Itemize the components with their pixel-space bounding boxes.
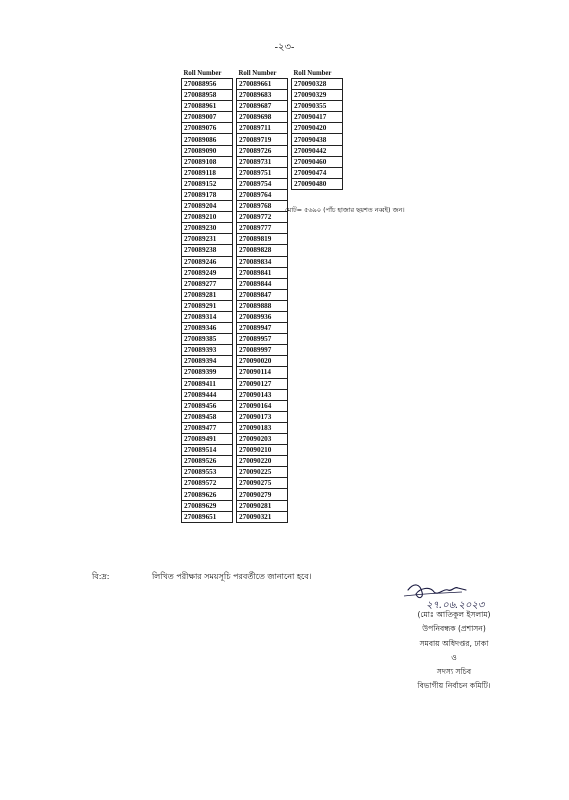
- roll-number-cell: 270089661: [237, 79, 288, 90]
- total-count-note: মোট= ৫৬৯০ (পাঁচ হাজার ছয়শত নব্বই) জন।: [285, 206, 405, 214]
- roll-column-3: [291, 70, 343, 190]
- roll-number-cell: 270090164: [237, 400, 288, 411]
- roll-number-cell: 270089090: [182, 145, 233, 156]
- note-text: লিখিত পরীক্ষার সময়সূচি পরবর্তীতে জানানো হবে।: [152, 572, 312, 581]
- table-row: [182, 145, 233, 156]
- roll-number-cell: 270089936: [237, 311, 288, 322]
- roll-number-cell: 270089411: [182, 378, 233, 389]
- table-row: [292, 101, 343, 112]
- roll-number-cell: 270089819: [237, 234, 288, 245]
- roll-number-cell: 270089076: [182, 123, 233, 134]
- roll-number-cell: 270090328: [292, 79, 343, 90]
- table-row: [292, 178, 343, 189]
- roll-number-cell: 270089834: [237, 256, 288, 267]
- table-row: [292, 123, 343, 134]
- roll-number-cell: 270089626: [182, 489, 233, 500]
- table-row: [237, 389, 288, 400]
- table-row: [182, 434, 233, 445]
- roll-number-cell: 270090480: [292, 178, 343, 189]
- table-row: [182, 489, 233, 500]
- table-row: [182, 112, 233, 123]
- table-row: [182, 134, 233, 145]
- signatory-name: (মোঃ আতিকুল ইসলাম): [417, 610, 491, 619]
- roll-number-cell: 270089768: [237, 201, 288, 212]
- table-row: [182, 79, 233, 90]
- table-row: [292, 156, 343, 167]
- roll-number-cell: 270089491: [182, 434, 233, 445]
- roll-number-cell: 270089754: [237, 178, 288, 189]
- roll-number-cell: 270089477: [182, 422, 233, 433]
- table-row: [182, 478, 233, 489]
- roll-number-cell: 270089764: [237, 189, 288, 200]
- roll-number-cell: 270089231: [182, 234, 233, 245]
- table-row: [237, 456, 288, 467]
- roll-number-cell: 270089711: [237, 123, 288, 134]
- roll-number-cell: 270090460: [292, 156, 343, 167]
- roll-number-cell: 270090203: [237, 434, 288, 445]
- signatory-role: সদস্য সচিব: [436, 667, 472, 677]
- roll-number-cell: 270088956: [182, 79, 233, 90]
- roll-column-2: [236, 70, 288, 523]
- table-row: [237, 323, 288, 334]
- table-row: [237, 189, 288, 200]
- table-row: [182, 511, 233, 522]
- table-row: [182, 389, 233, 400]
- table-row: [237, 79, 288, 90]
- table-row: [182, 422, 233, 433]
- roll-number-cell: 270089458: [182, 411, 233, 422]
- roll-number-cell: 270090417: [292, 112, 343, 123]
- table-row: [237, 378, 288, 389]
- roll-number-cell: 270090173: [237, 411, 288, 422]
- roll-number-cell: 270090329: [292, 90, 343, 101]
- table-row: [237, 212, 288, 223]
- table-row: [237, 245, 288, 256]
- table-row: [237, 178, 288, 189]
- roll-number-cell: 270089385: [182, 334, 233, 345]
- table-row: [237, 101, 288, 112]
- roll-number-cell: 270090321: [237, 511, 288, 522]
- table-row: [237, 145, 288, 156]
- table-row: [237, 334, 288, 345]
- roll-number-cell: 270089246: [182, 256, 233, 267]
- table-row: [292, 90, 343, 101]
- page-number: -২৩-: [274, 42, 295, 53]
- table-row: [237, 300, 288, 311]
- table-row: [237, 201, 288, 212]
- roll-number-cell: 270089947: [237, 323, 288, 334]
- roll-number-cell: 270089997: [237, 345, 288, 356]
- roll-number-cell: 270089629: [182, 500, 233, 511]
- table-row: [292, 112, 343, 123]
- roll-number-cell: 270089007: [182, 112, 233, 123]
- table-row: [237, 356, 288, 367]
- roll-number-cell: 270089841: [237, 267, 288, 278]
- table-row: [237, 112, 288, 123]
- roll-number-cell: 270090210: [237, 445, 288, 456]
- roll-number-cell: 270090442: [292, 145, 343, 156]
- roll-number-cell: 270089210: [182, 212, 233, 223]
- roll-number-cell: 270090143: [237, 389, 288, 400]
- roll-number-cell: 270089456: [182, 400, 233, 411]
- table-row: [182, 267, 233, 278]
- table-row: [237, 489, 288, 500]
- table-row: [237, 223, 288, 234]
- roll-number-cell: 270089777: [237, 223, 288, 234]
- roll-number-cell: 270090225: [237, 467, 288, 478]
- roll-number-cell: 270089108: [182, 156, 233, 167]
- roll-number-cell: 270089526: [182, 456, 233, 467]
- table-row: [182, 323, 233, 334]
- table-row: [237, 511, 288, 522]
- roll-number-cell: 270089651: [182, 511, 233, 522]
- table-row: [237, 478, 288, 489]
- roll-number-cell: 270090114: [237, 367, 288, 378]
- roll-number-cell: 270089249: [182, 267, 233, 278]
- table-row: [237, 156, 288, 167]
- roll-number-cell: 270089683: [237, 90, 288, 101]
- table-row: [292, 134, 343, 145]
- table-row: [182, 411, 233, 422]
- table-row: [237, 234, 288, 245]
- roll-number-cell: 270089957: [237, 334, 288, 345]
- table-row: [182, 500, 233, 511]
- table-row: [237, 311, 288, 322]
- table-row: [237, 434, 288, 445]
- roll-number-cell: 270090183: [237, 422, 288, 433]
- table-row: [237, 411, 288, 422]
- table-row: [182, 212, 233, 223]
- table-row: [182, 367, 233, 378]
- roll-number-cell: 270089844: [237, 278, 288, 289]
- roll-column-header: Roll Number: [238, 70, 277, 77]
- table-row: [237, 400, 288, 411]
- roll-number-cell: 270090220: [237, 456, 288, 467]
- table-row: [182, 278, 233, 289]
- roll-number-cell: 270089731: [237, 156, 288, 167]
- note-label: বি:দ্র:: [92, 572, 110, 581]
- table-row: [292, 145, 343, 156]
- roll-number-cell: 270089118: [182, 167, 233, 178]
- table-row: [182, 345, 233, 356]
- table-row: [182, 201, 233, 212]
- roll-number-cell: 270089847: [237, 289, 288, 300]
- roll-number-cell: 270090474: [292, 167, 343, 178]
- roll-number-cell: 270089291: [182, 300, 233, 311]
- roll-number-cell: 270089178: [182, 189, 233, 200]
- roll-number-cell: 270089687: [237, 101, 288, 112]
- signature-block: [378, 608, 530, 694]
- table-row: [182, 311, 233, 322]
- table-row: [182, 123, 233, 134]
- table-row: [182, 467, 233, 478]
- table-row: [182, 223, 233, 234]
- roll-number-cell: 270089281: [182, 289, 233, 300]
- table-row: [237, 289, 288, 300]
- table-row: [292, 167, 343, 178]
- roll-number-cell: 270088958: [182, 90, 233, 101]
- roll-number-cell: 270090275: [237, 478, 288, 489]
- table-row: [182, 300, 233, 311]
- table-row: [237, 345, 288, 356]
- table-row: [237, 90, 288, 101]
- signature-date: ২৭.০৬.২০২৩: [426, 600, 485, 611]
- table-row: [182, 234, 233, 245]
- signatory-title: উপনিবন্ধক (প্রশাসন): [422, 624, 486, 634]
- roll-number-cell: 270089399: [182, 367, 233, 378]
- roll-number-cell: 270089553: [182, 467, 233, 478]
- roll-number-cell: 270089393: [182, 345, 233, 356]
- roll-number-cell: 270090438: [292, 134, 343, 145]
- table-row: [182, 356, 233, 367]
- roll-number-cell: 270090420: [292, 123, 343, 134]
- roll-number-cell: 270089751: [237, 167, 288, 178]
- roll-number-cell: 270090279: [237, 489, 288, 500]
- roll-number-cell: 270089572: [182, 478, 233, 489]
- table-row: [182, 245, 233, 256]
- table-row: [237, 278, 288, 289]
- roll-column-header: Roll Number: [293, 70, 332, 77]
- table-row: [182, 90, 233, 101]
- roll-number-cell: 270090355: [292, 101, 343, 112]
- roll-number-cell: 270089444: [182, 389, 233, 400]
- table-row: [237, 123, 288, 134]
- table-row: [182, 178, 233, 189]
- signatory-committee: বিভাগীয় নির্বাচন কমিটি।: [417, 681, 491, 691]
- signatory-office: সমবায় অধিদপ্তর, ঢাকা: [419, 638, 489, 648]
- roll-column-header: Roll Number: [183, 70, 222, 77]
- roll-number-cell: 270089726: [237, 145, 288, 156]
- table-row: [237, 500, 288, 511]
- roll-number-cell: 270089277: [182, 278, 233, 289]
- roll-number-cell: 270090020: [237, 356, 288, 367]
- table-row: [182, 378, 233, 389]
- table-row: [182, 456, 233, 467]
- table-row: [182, 445, 233, 456]
- table-row: [237, 167, 288, 178]
- table-row: [182, 334, 233, 345]
- table-row: [182, 156, 233, 167]
- roll-number-cell: 270090281: [237, 500, 288, 511]
- roll-number-cell: 270089828: [237, 245, 288, 256]
- roll-number-cell: 270089772: [237, 212, 288, 223]
- table-row: [182, 189, 233, 200]
- roll-number-cell: 270089346: [182, 323, 233, 334]
- roll-number-cell: 270089719: [237, 134, 288, 145]
- table-row: [237, 445, 288, 456]
- table-row: [182, 256, 233, 267]
- table-row: [182, 101, 233, 112]
- roll-number-cell: 270089394: [182, 356, 233, 367]
- roll-number-cell: 270089152: [182, 178, 233, 189]
- table-row: [237, 134, 288, 145]
- table-row: [237, 467, 288, 478]
- roll-number-cell: 270089086: [182, 134, 233, 145]
- roll-number-cell: 270089314: [182, 311, 233, 322]
- roll-number-cell: 270089888: [237, 300, 288, 311]
- roll-number-cell: 270088961: [182, 101, 233, 112]
- roll-number-cell: 270089514: [182, 445, 233, 456]
- roll-number-cell: 270089238: [182, 245, 233, 256]
- table-row: [292, 79, 343, 90]
- table-row: [237, 256, 288, 267]
- table-row: [182, 289, 233, 300]
- roll-number-cell: 270089698: [237, 112, 288, 123]
- roll-column-1: [181, 70, 233, 523]
- table-row: [237, 367, 288, 378]
- roll-number-cell: 270090127: [237, 378, 288, 389]
- table-row: [182, 400, 233, 411]
- table-row: [237, 422, 288, 433]
- table-row: [237, 267, 288, 278]
- signatory-conjunction: ও: [451, 652, 457, 662]
- roll-number-cell: 270089230: [182, 223, 233, 234]
- roll-number-cell: 270089204: [182, 201, 233, 212]
- table-row: [182, 167, 233, 178]
